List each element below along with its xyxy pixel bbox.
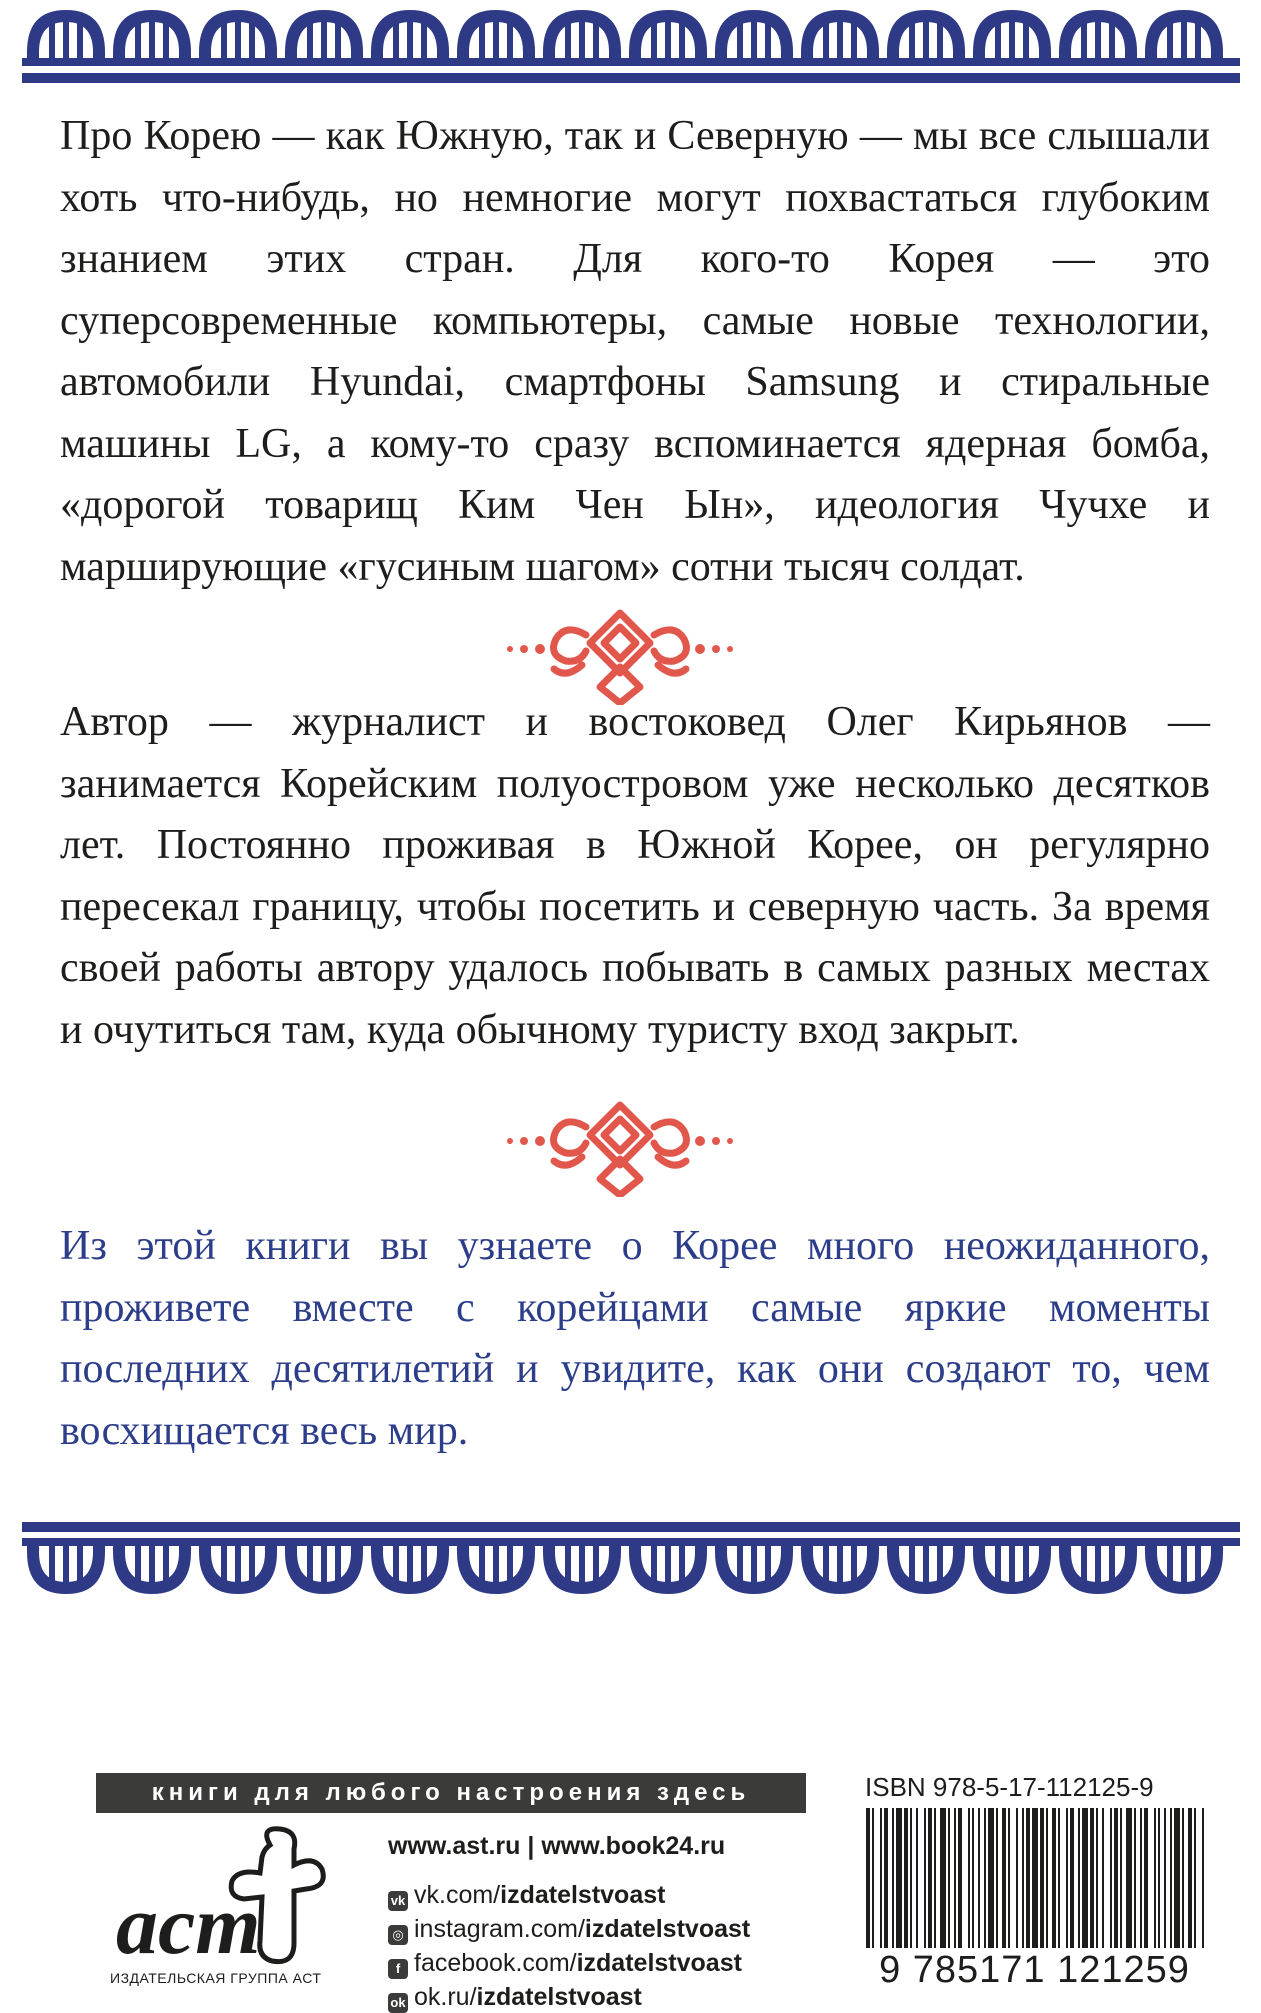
barcode-bar xyxy=(866,1808,870,1953)
barcode-bar xyxy=(1158,1808,1160,1953)
barcode-bar xyxy=(1058,1808,1060,1953)
red-ornament-divider xyxy=(500,1097,740,1197)
barcode-bar xyxy=(1070,1808,1074,1953)
barcode-bar xyxy=(958,1808,962,1953)
barcode-bar xyxy=(978,1808,980,1953)
barcode xyxy=(862,1808,1207,1953)
ornament-svg xyxy=(500,1097,740,1197)
barcode-bar xyxy=(1008,1808,1010,1953)
instagram-link[interactable] xyxy=(388,1914,808,1944)
author-paragraph: Автор — журналист и востоковед Олег Кирьянов — занимается Корейским полуостровом уже несколько десятков лет. Постоянно проживая в Южной Корее, он регулярно пересекал границу, чтобы посетить и северную часть. За время своей работы автору удалось побывать в самых разных местах и очутиться там, куда обычному туристу вход закрыт. xyxy=(60,699,1210,1053)
barcode-bar xyxy=(924,1808,926,1953)
barcode-bar xyxy=(1002,1808,1006,1953)
top-border-ornament xyxy=(0,0,1261,95)
barcode-bar xyxy=(1046,1808,1048,1953)
barcode-bar xyxy=(872,1808,874,1953)
instagram-link-handle: izdatelstvoast xyxy=(584,1915,751,1943)
barcode-bar xyxy=(1182,1808,1184,1953)
odnoklassniki-icon: ok xyxy=(388,1993,408,2013)
vk-link-prefix: vk.com/ xyxy=(414,1881,501,1909)
publisher-links xyxy=(388,1826,808,2012)
barcode-bar xyxy=(1120,1808,1122,1953)
website-links[interactable]: www.ast.ru | www.book24.ru xyxy=(388,1832,726,1860)
barcode-bar xyxy=(1188,1808,1192,1953)
barcode-bar xyxy=(1032,1808,1038,1953)
barcode-bar xyxy=(1078,1808,1080,1953)
bottom-border-ornament xyxy=(0,1512,1261,1616)
odnoklassniki-link[interactable] xyxy=(388,1982,808,2012)
top-border-svg xyxy=(0,0,1261,95)
intro-paragraph: Про Корею — как Южную, так и Северную — мы все слышали хоть что-нибудь, но немногие могут похвастаться глубоким знанием этих стран. Для кого-то Корея — это суперсовременные компьютеры, самые новые технологии, автомобили Hyundai, смартфоны Samsung и стиральные машины LG, а кому-то сразу вспоминается ядерная бомба, «дорогой товарищ Ким Чен Ын», идеология Чучхе и марширующие «гусиным шагом» сотни тысяч солдат. xyxy=(60,113,1210,590)
barcode-bar xyxy=(1144,1808,1148,1953)
barcode-bar xyxy=(972,1808,974,1953)
barcode-bar xyxy=(1134,1808,1136,1953)
barcode-bar xyxy=(954,1808,956,1953)
barcode-bar xyxy=(1040,1808,1044,1953)
ast-logo-svg xyxy=(110,1825,350,1970)
barcode-bar xyxy=(1082,1808,1088,1953)
barcode-bar xyxy=(884,1808,888,1953)
slogan-banner: книги для любого настроения здесь xyxy=(96,1773,806,1813)
barcode-bar xyxy=(948,1808,950,1953)
barcode-bar xyxy=(892,1808,894,1953)
barcode-bar xyxy=(916,1808,918,1953)
vk-link[interactable] xyxy=(388,1880,808,1910)
barcode-bar xyxy=(1026,1808,1030,1953)
barcode-bar xyxy=(1102,1808,1104,1953)
barcode-bar xyxy=(934,1808,936,1953)
facebook-icon: f xyxy=(388,1959,408,1979)
facebook-link-handle: izdatelstvoast xyxy=(576,1949,742,1977)
barcode-bar xyxy=(928,1808,932,1953)
barcode-digits: 9 785171 121259 xyxy=(862,1948,1207,1992)
ornament-svg xyxy=(500,605,740,705)
barcode-bar xyxy=(1096,1808,1098,1953)
vk-link-handle: izdatelstvoast xyxy=(500,1881,666,1909)
barcode-bar xyxy=(1022,1808,1024,1953)
barcode-bar xyxy=(910,1808,912,1953)
barcode-bar xyxy=(880,1808,882,1953)
barcode-bar xyxy=(1052,1808,1056,1953)
barcode-bar xyxy=(940,1808,946,1953)
instagram-link-prefix: instagram.com/ xyxy=(414,1915,585,1943)
barcode-bar xyxy=(984,1808,986,1953)
barcode-bar xyxy=(1110,1808,1112,1953)
barcode-bar xyxy=(1114,1808,1118,1953)
barcode-bar xyxy=(996,1808,998,1953)
barcode-bar xyxy=(1016,1808,1018,1953)
barcode-bar xyxy=(968,1808,970,1953)
barcode-bar xyxy=(1066,1808,1068,1953)
barcode-bar xyxy=(1202,1808,1204,1953)
odnoklassniki-link-prefix: ok.ru/ xyxy=(414,1983,477,2011)
publisher-caption: ИЗДАТЕЛЬСКАЯ ГРУППА АСТ xyxy=(110,1970,322,1986)
highlight-paragraph: Из этой книги вы узнаете о Корее много неожиданного, проживете вместе с корейцами самые яркие моменты последних десятилетий и увидите, как они создают то, чем восхищается весь мир. xyxy=(60,1223,1210,1454)
barcode-bar xyxy=(896,1808,902,1953)
ast-logo-text: аст xyxy=(116,1879,261,1970)
facebook-link-prefix: facebook.com/ xyxy=(414,1949,577,1977)
odnoklassniki-link-handle: izdatelstvoast xyxy=(476,1983,642,2011)
barcode-bar xyxy=(1090,1808,1094,1953)
barcode-bar xyxy=(1140,1808,1142,1953)
bottom-border-svg xyxy=(0,1512,1261,1616)
barcode-bar xyxy=(1164,1808,1166,1953)
barcode-bar xyxy=(904,1808,908,1953)
red-ornament-divider xyxy=(500,605,740,705)
barcode-bar xyxy=(1174,1808,1180,1953)
barcode-bar xyxy=(1126,1808,1132,1953)
instagram-icon: ◎ xyxy=(388,1925,408,1945)
barcode-bar xyxy=(1194,1808,1196,1953)
isbn-label: ISBN 978-5-17-112125-9 xyxy=(865,1772,1154,1802)
vk-icon: vk xyxy=(388,1891,408,1911)
barcode-bar xyxy=(1154,1808,1156,1953)
ast-logo xyxy=(110,1825,350,1995)
barcode-bar xyxy=(988,1808,994,1953)
facebook-link[interactable] xyxy=(388,1948,808,1978)
barcode-bar xyxy=(1170,1808,1172,1953)
